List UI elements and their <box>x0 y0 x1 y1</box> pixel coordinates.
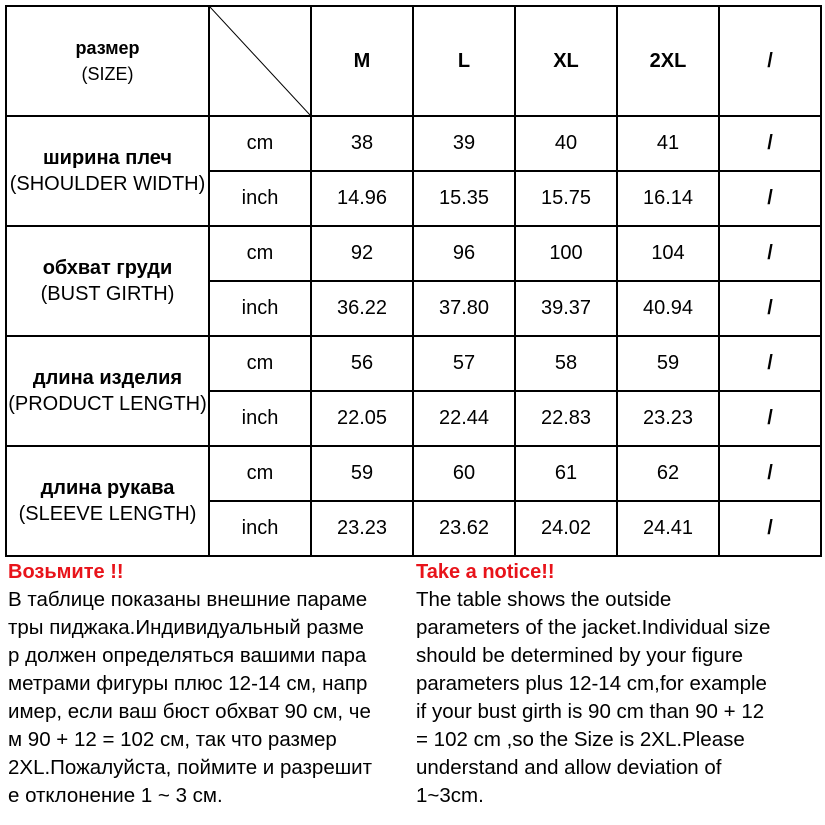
value-cell: 40 <box>515 116 617 171</box>
value-cell: 39 <box>413 116 515 171</box>
value-cell: 96 <box>413 226 515 281</box>
value-cell: 38 <box>311 116 413 171</box>
bust-girth-label <box>6 226 209 336</box>
measure-label-en: (SHOULDER WIDTH) <box>9 173 206 195</box>
value-cell: 16.14 <box>617 171 719 226</box>
value-cell: / <box>719 336 821 391</box>
value-cell: 37.80 <box>413 281 515 336</box>
table-row <box>6 226 821 281</box>
size-label-ru: размер <box>75 38 140 58</box>
unit-cell: inch <box>209 391 311 446</box>
value-cell: / <box>719 446 821 501</box>
value-cell: 40.94 <box>617 281 719 336</box>
size-header-xl: XL <box>515 6 617 116</box>
value-cell: 23.23 <box>311 501 413 556</box>
sleeve-length-label <box>6 446 209 556</box>
value-cell: 15.35 <box>413 171 515 226</box>
value-cell: 15.75 <box>515 171 617 226</box>
diagonal-line <box>210 7 310 115</box>
value-cell: 24.02 <box>515 501 617 556</box>
value-cell: 22.83 <box>515 391 617 446</box>
notice-russian <box>8 558 408 810</box>
table-row <box>6 116 821 171</box>
value-cell: 36.22 <box>311 281 413 336</box>
product-length-label <box>6 336 209 446</box>
value-cell: 41 <box>617 116 719 171</box>
table-row <box>6 336 821 391</box>
unit-cell: inch <box>209 501 311 556</box>
value-cell: 62 <box>617 446 719 501</box>
size-header-2xl: 2XL <box>617 6 719 116</box>
measure-label-en: (SLEEVE LENGTH) <box>18 503 197 525</box>
size-header-l: L <box>413 6 515 116</box>
value-cell: 24.41 <box>617 501 719 556</box>
value-cell: 59 <box>617 336 719 391</box>
value-cell: 56 <box>311 336 413 391</box>
value-cell: / <box>719 171 821 226</box>
value-cell: 92 <box>311 226 413 281</box>
measure-label-en: (BUST GIRTH) <box>40 283 175 305</box>
value-cell: / <box>719 501 821 556</box>
value-cell: 57 <box>413 336 515 391</box>
size-label-cell <box>6 6 209 116</box>
notice-title-en: Take a notice!! <box>416 561 555 583</box>
unit-cell: inch <box>209 281 311 336</box>
unit-cell: cm <box>209 116 311 171</box>
notice-body-en: The table shows the outside parameters of the jacket.Individual size should be determined by your figure parameters plus 12-14 cm,for example if your bust girth is 90 cm than 90 + 12 = 102 cm ,so the Size is 2XL.Please understand and allow deviation of 1~3cm. <box>416 588 771 807</box>
value-cell: 58 <box>515 336 617 391</box>
table-row <box>6 446 821 501</box>
value-cell: 14.96 <box>311 171 413 226</box>
unit-cell: cm <box>209 446 311 501</box>
size-table <box>5 5 822 557</box>
value-cell: 23.62 <box>413 501 515 556</box>
header-row <box>6 6 821 116</box>
value-cell: / <box>719 116 821 171</box>
value-cell: 23.23 <box>617 391 719 446</box>
size-label-en: (SIZE) <box>81 64 134 84</box>
measure-label-ru: длина рукава <box>40 477 175 499</box>
value-cell: / <box>719 281 821 336</box>
unit-cell: cm <box>209 226 311 281</box>
size-header-m: M <box>311 6 413 116</box>
diagonal-cell <box>209 6 311 116</box>
value-cell: / <box>719 391 821 446</box>
value-cell: 61 <box>515 446 617 501</box>
measure-label-en: (PRODUCT LENGTH) <box>8 393 207 415</box>
value-cell: 39.37 <box>515 281 617 336</box>
value-cell: / <box>719 226 821 281</box>
value-cell: 22.44 <box>413 391 515 446</box>
shoulder-width-label <box>6 116 209 226</box>
value-cell: 60 <box>413 446 515 501</box>
measure-label-ru: ширина плеч <box>43 147 172 169</box>
notice-body-ru: В таблице показаны внешние параме тры пиджака.Индивидуальный разме р должен определяться вашими пара метрами фигуры плюс 12-14 см, напр имер, если ваш бюст обхват 90 см, че м 90 + 12 = 102 см, так что размер 2XL.Пожалуйста, поймите и разрешит е отклонение 1 ~ 3 см. <box>8 588 373 807</box>
measure-label-ru: длина изделия <box>32 367 183 389</box>
unit-cell: inch <box>209 171 311 226</box>
value-cell: 22.05 <box>311 391 413 446</box>
value-cell: 59 <box>311 446 413 501</box>
measure-label-ru: обхват груди <box>42 257 173 279</box>
unit-cell: cm <box>209 336 311 391</box>
notice-english <box>416 558 821 810</box>
value-cell: 104 <box>617 226 719 281</box>
notice-title-ru: Возьмите !! <box>8 561 124 583</box>
size-header-slash: / <box>719 6 821 116</box>
value-cell: 100 <box>515 226 617 281</box>
